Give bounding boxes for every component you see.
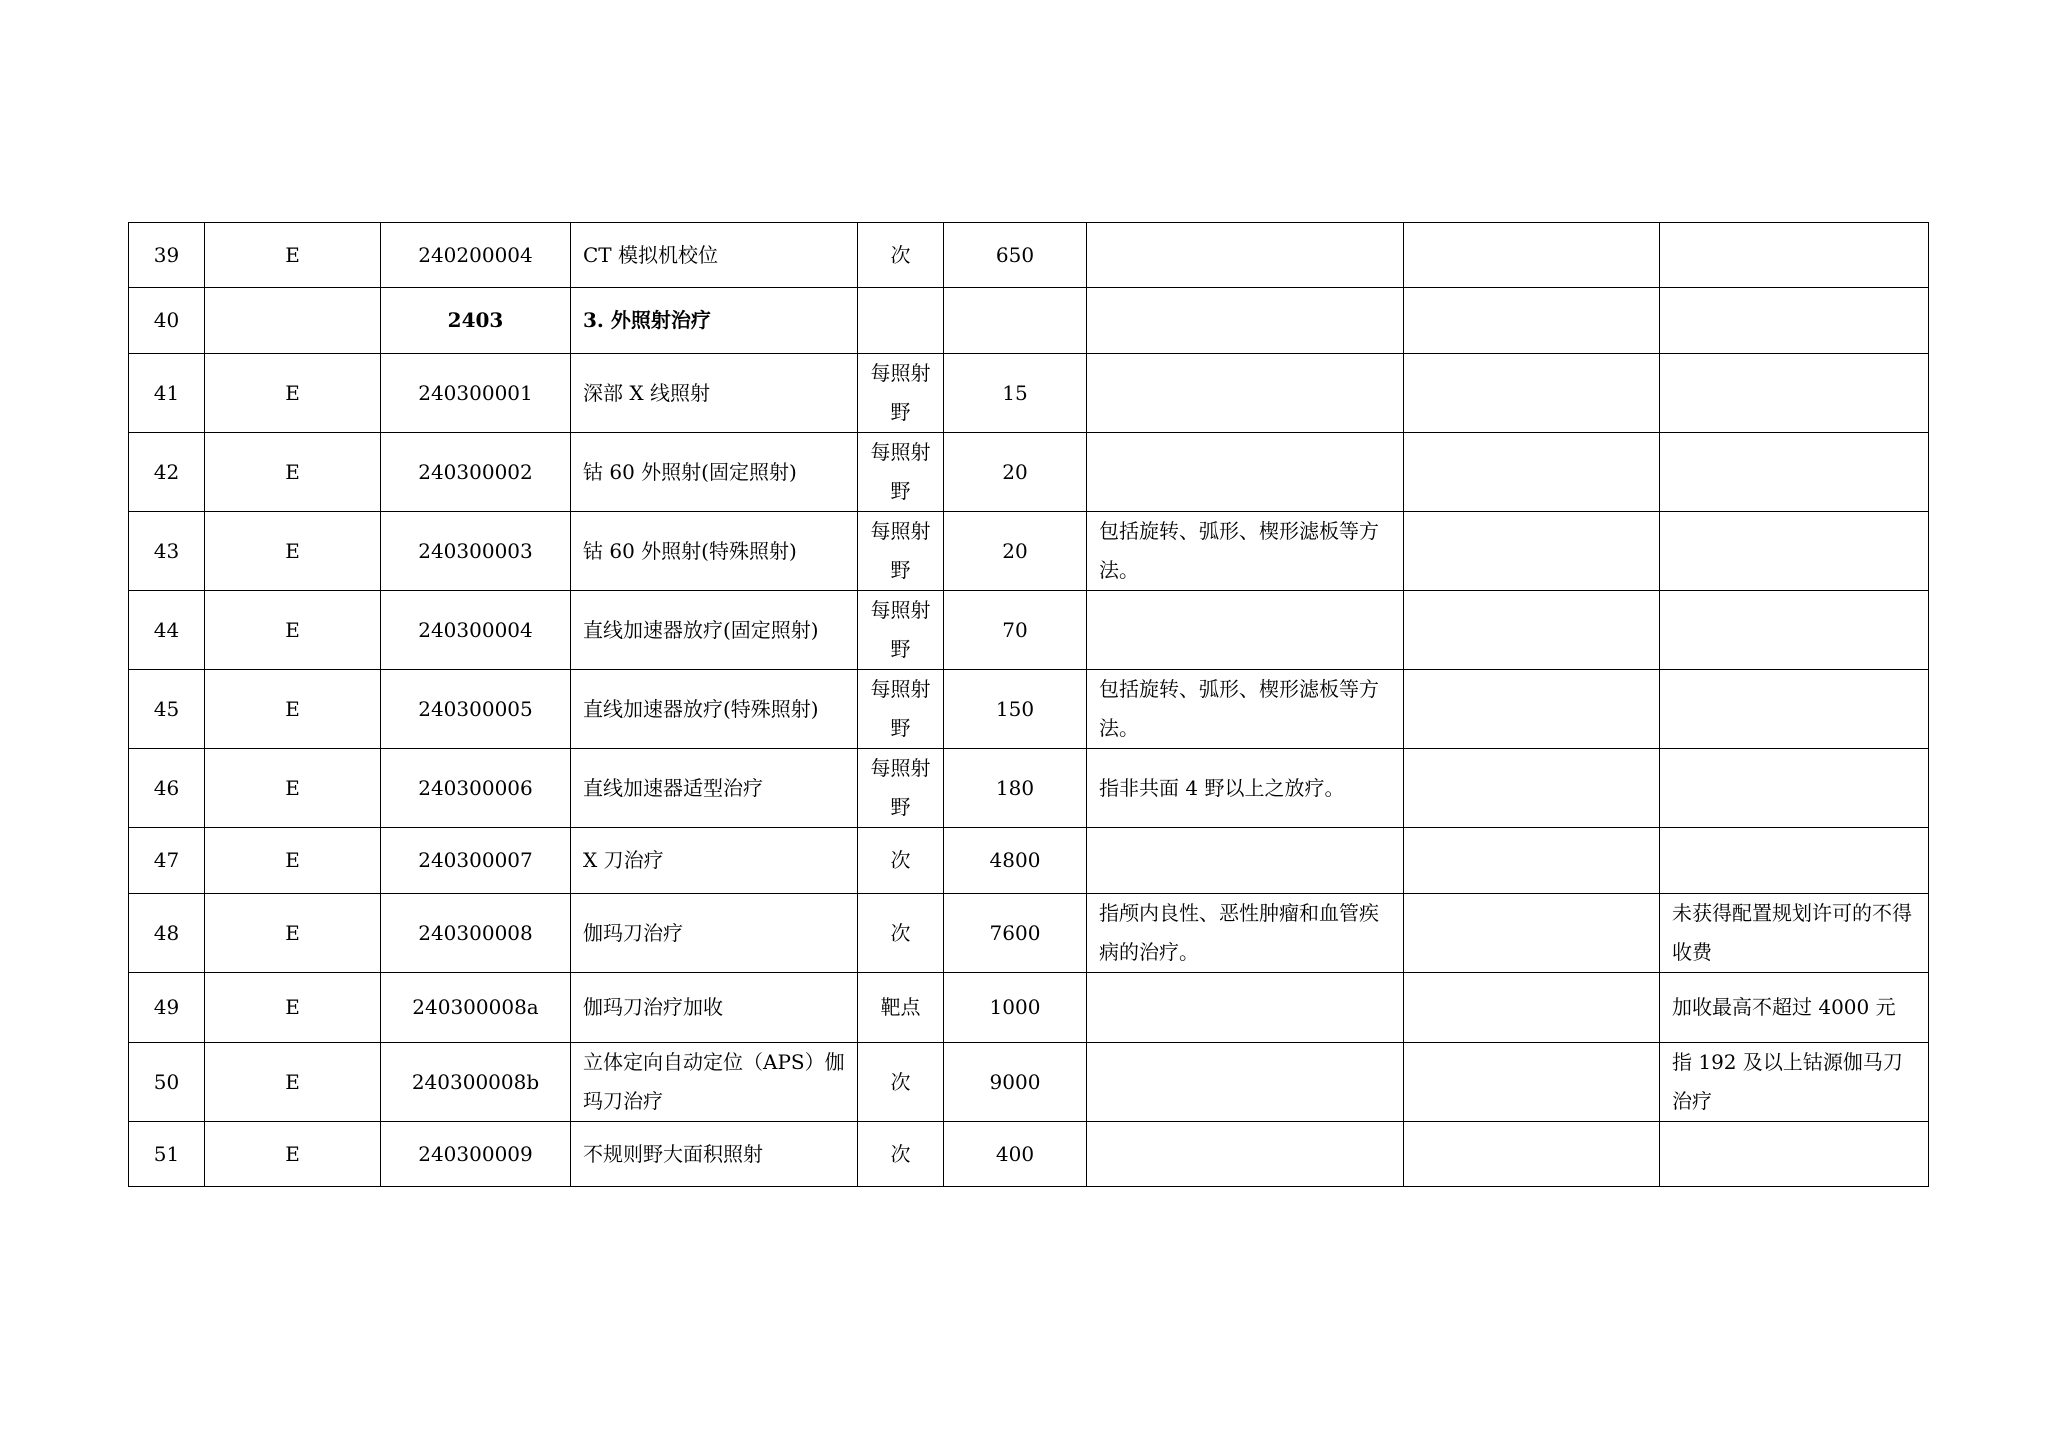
table-row bbox=[129, 894, 1929, 973]
cell-unit: 每照射野 bbox=[858, 749, 944, 828]
cell-seq: 41 bbox=[129, 354, 205, 433]
cell-seq: 49 bbox=[129, 973, 205, 1043]
cell-exclusion bbox=[1404, 354, 1660, 433]
cell-category: E bbox=[205, 1122, 381, 1187]
cell-category: E bbox=[205, 223, 381, 288]
cell-content bbox=[1087, 288, 1404, 354]
cell-unit: 每照射野 bbox=[858, 670, 944, 749]
cell-unit: 次 bbox=[858, 1043, 944, 1122]
table-row bbox=[129, 973, 1929, 1043]
cell-note bbox=[1660, 433, 1929, 512]
cell-code: 240300003 bbox=[381, 512, 571, 591]
cell-name: 钴 60 外照射(特殊照射) bbox=[571, 512, 858, 591]
cell-category: E bbox=[205, 749, 381, 828]
fee-schedule-table bbox=[128, 222, 1929, 1187]
cell-price: 20 bbox=[944, 433, 1087, 512]
cell-exclusion bbox=[1404, 1122, 1660, 1187]
cell-name: 不规则野大面积照射 bbox=[571, 1122, 858, 1187]
cell-category: E bbox=[205, 670, 381, 749]
cell-unit: 次 bbox=[858, 1122, 944, 1187]
table-row bbox=[129, 828, 1929, 894]
cell-note bbox=[1660, 1122, 1929, 1187]
cell-seq: 42 bbox=[129, 433, 205, 512]
cell-name: 伽玛刀治疗加收 bbox=[571, 973, 858, 1043]
table-row bbox=[129, 512, 1929, 591]
cell-category: E bbox=[205, 433, 381, 512]
cell-unit: 次 bbox=[858, 894, 944, 973]
cell-content bbox=[1087, 1043, 1404, 1122]
table-body bbox=[129, 223, 1929, 1187]
cell-content: 包括旋转、弧形、楔形滤板等方法。 bbox=[1087, 512, 1404, 591]
cell-seq: 51 bbox=[129, 1122, 205, 1187]
cell-exclusion bbox=[1404, 433, 1660, 512]
cell-content bbox=[1087, 973, 1404, 1043]
cell-note bbox=[1660, 223, 1929, 288]
cell-unit: 每照射野 bbox=[858, 433, 944, 512]
table-row bbox=[129, 1122, 1929, 1187]
cell-unit: 次 bbox=[858, 223, 944, 288]
cell-note bbox=[1660, 749, 1929, 828]
cell-price: 15 bbox=[944, 354, 1087, 433]
cell-seq: 43 bbox=[129, 512, 205, 591]
table-row bbox=[129, 670, 1929, 749]
cell-code: 240300007 bbox=[381, 828, 571, 894]
cell-price: 650 bbox=[944, 223, 1087, 288]
cell-code: 240300005 bbox=[381, 670, 571, 749]
cell-name: 深部 X 线照射 bbox=[571, 354, 858, 433]
cell-note bbox=[1660, 591, 1929, 670]
cell-category: E bbox=[205, 1043, 381, 1122]
cell-price: 4800 bbox=[944, 828, 1087, 894]
cell-code: 240300004 bbox=[381, 591, 571, 670]
cell-price: 400 bbox=[944, 1122, 1087, 1187]
cell-exclusion bbox=[1404, 894, 1660, 973]
cell-price: 1000 bbox=[944, 973, 1087, 1043]
cell-category: E bbox=[205, 828, 381, 894]
cell-price bbox=[944, 288, 1087, 354]
cell-unit: 每照射野 bbox=[858, 512, 944, 591]
table-row bbox=[129, 591, 1929, 670]
cell-name: 直线加速器放疗(固定照射) bbox=[571, 591, 858, 670]
cell-name: 3. 外照射治疗 bbox=[571, 288, 858, 354]
cell-code: 240300008 bbox=[381, 894, 571, 973]
cell-code: 240300006 bbox=[381, 749, 571, 828]
cell-code: 240300001 bbox=[381, 354, 571, 433]
cell-note bbox=[1660, 288, 1929, 354]
table-row bbox=[129, 354, 1929, 433]
cell-exclusion bbox=[1404, 1043, 1660, 1122]
cell-name: 直线加速器放疗(特殊照射) bbox=[571, 670, 858, 749]
cell-code: 240300002 bbox=[381, 433, 571, 512]
cell-note: 加收最高不超过 4000 元 bbox=[1660, 973, 1929, 1043]
table-row bbox=[129, 1043, 1929, 1122]
cell-exclusion bbox=[1404, 749, 1660, 828]
cell-seq: 50 bbox=[129, 1043, 205, 1122]
cell-code: 2403 bbox=[381, 288, 571, 354]
cell-seq: 40 bbox=[129, 288, 205, 354]
cell-price: 180 bbox=[944, 749, 1087, 828]
cell-price: 70 bbox=[944, 591, 1087, 670]
cell-price: 150 bbox=[944, 670, 1087, 749]
cell-content bbox=[1087, 223, 1404, 288]
cell-exclusion bbox=[1404, 828, 1660, 894]
cell-code: 240300009 bbox=[381, 1122, 571, 1187]
cell-unit bbox=[858, 288, 944, 354]
cell-category: E bbox=[205, 973, 381, 1043]
cell-note bbox=[1660, 354, 1929, 433]
cell-unit: 次 bbox=[858, 828, 944, 894]
cell-content bbox=[1087, 354, 1404, 433]
cell-code: 240300008a bbox=[381, 973, 571, 1043]
cell-content bbox=[1087, 828, 1404, 894]
cell-seq: 44 bbox=[129, 591, 205, 670]
cell-name: X 刀治疗 bbox=[571, 828, 858, 894]
cell-name: CT 模拟机校位 bbox=[571, 223, 858, 288]
cell-code: 240200004 bbox=[381, 223, 571, 288]
cell-category: E bbox=[205, 354, 381, 433]
cell-seq: 48 bbox=[129, 894, 205, 973]
cell-name: 伽玛刀治疗 bbox=[571, 894, 858, 973]
cell-unit: 每照射野 bbox=[858, 591, 944, 670]
cell-content: 包括旋转、弧形、楔形滤板等方法。 bbox=[1087, 670, 1404, 749]
cell-price: 20 bbox=[944, 512, 1087, 591]
cell-name: 钴 60 外照射(固定照射) bbox=[571, 433, 858, 512]
cell-price: 9000 bbox=[944, 1043, 1087, 1122]
cell-exclusion bbox=[1404, 288, 1660, 354]
cell-name: 直线加速器适型治疗 bbox=[571, 749, 858, 828]
cell-exclusion bbox=[1404, 223, 1660, 288]
table-row bbox=[129, 223, 1929, 288]
cell-seq: 45 bbox=[129, 670, 205, 749]
cell-exclusion bbox=[1404, 512, 1660, 591]
cell-category: E bbox=[205, 894, 381, 973]
cell-content bbox=[1087, 1122, 1404, 1187]
cell-seq: 46 bbox=[129, 749, 205, 828]
cell-category: E bbox=[205, 512, 381, 591]
cell-category: E bbox=[205, 591, 381, 670]
cell-exclusion bbox=[1404, 973, 1660, 1043]
table-row-section bbox=[129, 288, 1929, 354]
cell-note bbox=[1660, 670, 1929, 749]
cell-exclusion bbox=[1404, 670, 1660, 749]
cell-content: 指颅内良性、恶性肿瘤和血管疾病的治疗。 bbox=[1087, 894, 1404, 973]
cell-seq: 39 bbox=[129, 223, 205, 288]
cell-content: 指非共面 4 野以上之放疗。 bbox=[1087, 749, 1404, 828]
cell-unit: 每照射野 bbox=[858, 354, 944, 433]
cell-note: 未获得配置规划许可的不得收费 bbox=[1660, 894, 1929, 973]
cell-content bbox=[1087, 433, 1404, 512]
cell-price: 7600 bbox=[944, 894, 1087, 973]
cell-name: 立体定向自动定位（APS）伽玛刀治疗 bbox=[571, 1043, 858, 1122]
cell-category bbox=[205, 288, 381, 354]
cell-note bbox=[1660, 828, 1929, 894]
cell-code: 240300008b bbox=[381, 1043, 571, 1122]
cell-unit: 靶点 bbox=[858, 973, 944, 1043]
cell-note: 指 192 及以上钴源伽马刀治疗 bbox=[1660, 1043, 1929, 1122]
cell-exclusion bbox=[1404, 591, 1660, 670]
cell-seq: 47 bbox=[129, 828, 205, 894]
cell-content bbox=[1087, 591, 1404, 670]
cell-note bbox=[1660, 512, 1929, 591]
table-row bbox=[129, 749, 1929, 828]
table-row bbox=[129, 433, 1929, 512]
